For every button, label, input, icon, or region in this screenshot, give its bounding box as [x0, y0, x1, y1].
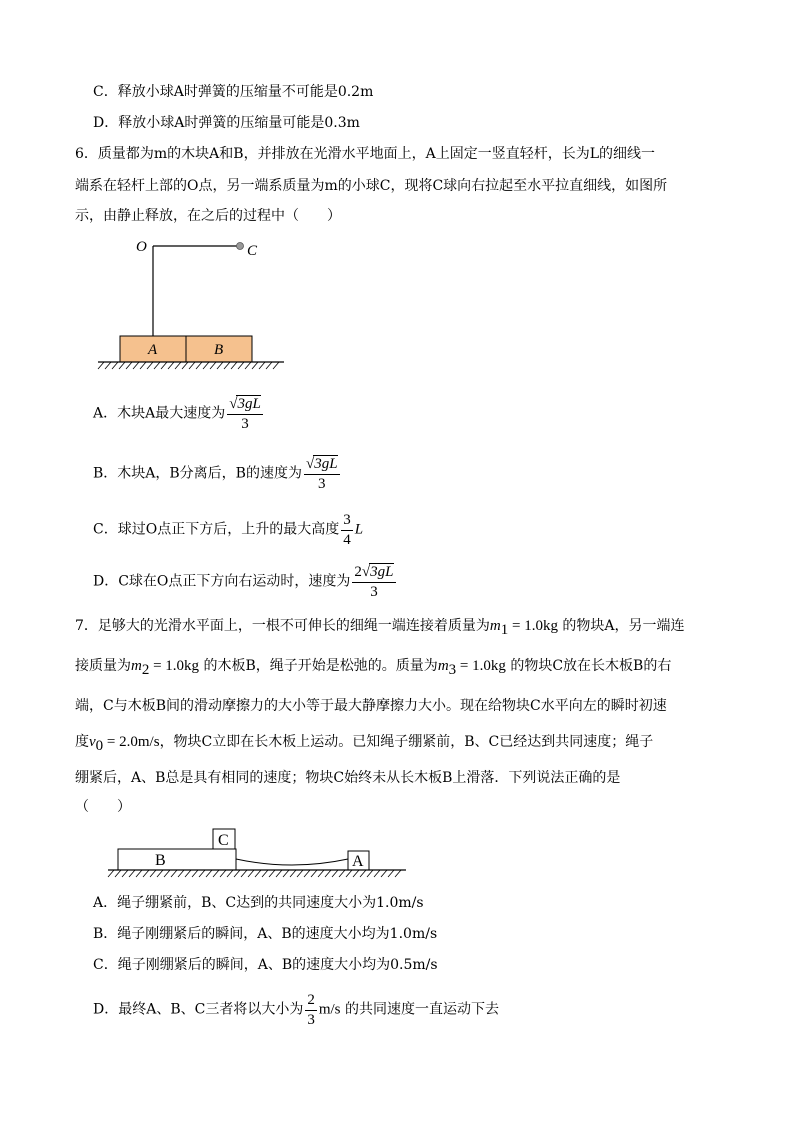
- hatch-mark: [213, 870, 219, 877]
- hatch-mark: [245, 362, 251, 369]
- hatch-mark: [238, 362, 244, 369]
- hatch-mark: [108, 870, 114, 877]
- q6-option-c-fraction: $\frac{3}{4}$: [343, 512, 351, 548]
- hatch-mark: [126, 362, 132, 369]
- q7-rope: [236, 859, 348, 865]
- hatch-mark: [112, 362, 118, 369]
- q6-label-c: C: [247, 243, 258, 259]
- q6-option-b-text: B．木块A，B分离后，B的速度为: [93, 465, 302, 482]
- q7-option-a: A．绳子绷紧前，B、C达到的共同速度大小为1.0m/s: [93, 895, 424, 911]
- hatch-mark: [185, 870, 191, 877]
- q6-option-d-text: D．C球在O点正下方向右运动时，速度为: [93, 573, 351, 590]
- hatch-mark: [339, 870, 345, 877]
- hatch-mark: [325, 870, 331, 877]
- hatch-mark: [318, 870, 324, 877]
- q7-option-c: C．绳子刚绷紧后的瞬间，A、B的速度大小均为0.5m/s: [93, 957, 438, 973]
- hatch-mark: [234, 870, 240, 877]
- hatch-mark: [255, 870, 261, 877]
- hatch-mark: [290, 870, 296, 877]
- hatch-mark: [154, 362, 160, 369]
- hatch-mark: [168, 362, 174, 369]
- q6-option-a-fraction: $\frac{√3gL}{3}$: [229, 396, 261, 432]
- hatch-mark: [199, 870, 205, 877]
- q6-stem-line-3: 示，由静止释放，在之后的过程中（ ）: [75, 208, 341, 224]
- q6-stem-line-2: 端系在轻杆上部的O点，另一端系质量为m的小球C，现将C球向右拉起至水平拉直细线，如图所: [75, 178, 668, 194]
- hatch-mark: [227, 870, 233, 877]
- q7-label-a: A: [352, 853, 364, 870]
- hatch-mark: [360, 870, 366, 877]
- hatch-mark: [262, 870, 268, 877]
- hatch-mark: [178, 870, 184, 877]
- hatch-mark: [276, 870, 282, 877]
- hatch-mark: [129, 870, 135, 877]
- hatch-mark: [150, 870, 156, 877]
- q6-figure: [90, 232, 290, 377]
- hatch-mark: [203, 362, 209, 369]
- q7-stem-line-3: 端，C与木板B间的滑动摩擦力的大小等于最大静摩擦力大小。现在给物块C水平向左的瞬时初速: [75, 698, 667, 714]
- q5-option-c: C．释放小球A时弹簧的压缩量不可能是0.2m: [93, 84, 374, 100]
- q6-label-a: A: [148, 342, 158, 358]
- q6-option-a-text: A．木块A最大速度为: [93, 405, 226, 422]
- hatch-mark: [395, 870, 401, 877]
- hatch-mark: [241, 870, 247, 877]
- hatch-mark: [175, 362, 181, 369]
- hatch-mark: [217, 362, 223, 369]
- hatch-mark: [283, 870, 289, 877]
- q6-option-d-fraction: $\frac{2√3gL}{3}$: [354, 564, 394, 600]
- q6-stem-line-1: 6．质量都为m的木块A和B，并排放在光滑水平地面上，A上固定一竖直轻杆，长为L的细线一: [75, 146, 655, 162]
- hatch-mark: [182, 362, 188, 369]
- q5-option-d: D．释放小球A时弹簧的压缩量可能是0.3m: [93, 115, 360, 131]
- q6-option-d: [93, 562, 398, 601]
- q6-label-o: O: [136, 239, 147, 255]
- hatch-mark: [105, 362, 111, 369]
- hatch-mark: [269, 870, 275, 877]
- q7-label-c: C: [218, 832, 229, 849]
- hatch-mark: [192, 870, 198, 877]
- hatch-mark: [136, 870, 142, 877]
- q6-ball-c: [237, 243, 244, 250]
- hatch-mark: [196, 362, 202, 369]
- hatch-mark: [210, 362, 216, 369]
- hatch-mark: [122, 870, 128, 877]
- q6-option-b-fraction: $\frac{√3gL}{3}$: [305, 456, 338, 492]
- hatch-mark: [115, 870, 121, 877]
- q6-label-b: B: [214, 342, 224, 358]
- hatch-mark: [311, 870, 317, 877]
- hatch-mark: [248, 870, 254, 877]
- q7-option-b: B．绳子刚绷紧后的瞬间，A、B的速度大小均为1.0m/s: [93, 926, 438, 942]
- q6-option-b: [93, 454, 342, 493]
- hatch-mark: [224, 362, 230, 369]
- hatch-mark: [157, 870, 163, 877]
- q7-stem-line-2: 接质量为$m_2 = 1.0kg$ 的木板B，绳子开始是松弛的。质量为$m_3 = 1.0kg$ 的物块C放在长木板B的右: [75, 658, 672, 678]
- hatch-mark: [161, 362, 167, 369]
- q6-ground-hatch: [98, 362, 279, 369]
- hatch-mark: [147, 362, 153, 369]
- hatch-mark: [297, 870, 303, 877]
- q7-option-d: D．最终A、B、C三者将以大小为 $\frac{2}{3}$ m/s 的共同速度一直运动下去: [93, 992, 499, 1028]
- q7-stem-line-5: 绷紧后，A、B总是具有相同的速度；物块C始终未从长木板B上滑落．下列说法正确的是: [75, 770, 621, 786]
- hatch-mark: [133, 362, 139, 369]
- hatch-mark: [266, 362, 272, 369]
- q7-stem-line-6: （ ）: [75, 799, 131, 815]
- hatch-mark: [259, 362, 265, 369]
- q7-ground-hatch: [108, 870, 401, 877]
- hatch-mark: [252, 362, 258, 369]
- hatch-mark: [140, 362, 146, 369]
- q7-option-d-text: D．最终A、B、C三者将以大小为: [93, 1001, 304, 1018]
- hatch-mark: [171, 870, 177, 877]
- hatch-mark: [164, 870, 170, 877]
- q6-option-c: C．球过O点正下方后，上升的最大高度 $\frac{3}{4}$ L: [93, 512, 364, 548]
- hatch-mark: [353, 870, 359, 877]
- q7-stem-line-1: 7．足够大的光滑水平面上，一根不可伸长的细绳一端连接着质量为$m_1 = 1.0kg$ 的物块A，另一端连: [75, 618, 685, 638]
- q6-option-c-text: C．球过O点正下方后，上升的最大高度: [93, 521, 340, 538]
- q6-option-a: [93, 394, 265, 433]
- hatch-mark: [119, 362, 125, 369]
- hatch-mark: [346, 870, 352, 877]
- hatch-mark: [367, 870, 373, 877]
- hatch-mark: [304, 870, 310, 877]
- hatch-mark: [143, 870, 149, 877]
- q7-option-d-fraction: $\frac{2}{3}$: [307, 992, 315, 1028]
- hatch-mark: [220, 870, 226, 877]
- q7-figure: [100, 825, 410, 885]
- q7-board-b: [118, 849, 236, 870]
- hatch-mark: [231, 362, 237, 369]
- q7-stem-line-4: 度$v_0 = 2.0m/s$，物块C立即在长木板上运动。已知绳子绷紧前，B、C已经达到共同速度；绳子: [75, 734, 654, 754]
- hatch-mark: [381, 870, 387, 877]
- hatch-mark: [206, 870, 212, 877]
- hatch-mark: [388, 870, 394, 877]
- q7-label-b: B: [155, 852, 166, 869]
- hatch-mark: [374, 870, 380, 877]
- hatch-mark: [273, 362, 279, 369]
- hatch-mark: [98, 362, 104, 369]
- hatch-mark: [189, 362, 195, 369]
- hatch-mark: [332, 870, 338, 877]
